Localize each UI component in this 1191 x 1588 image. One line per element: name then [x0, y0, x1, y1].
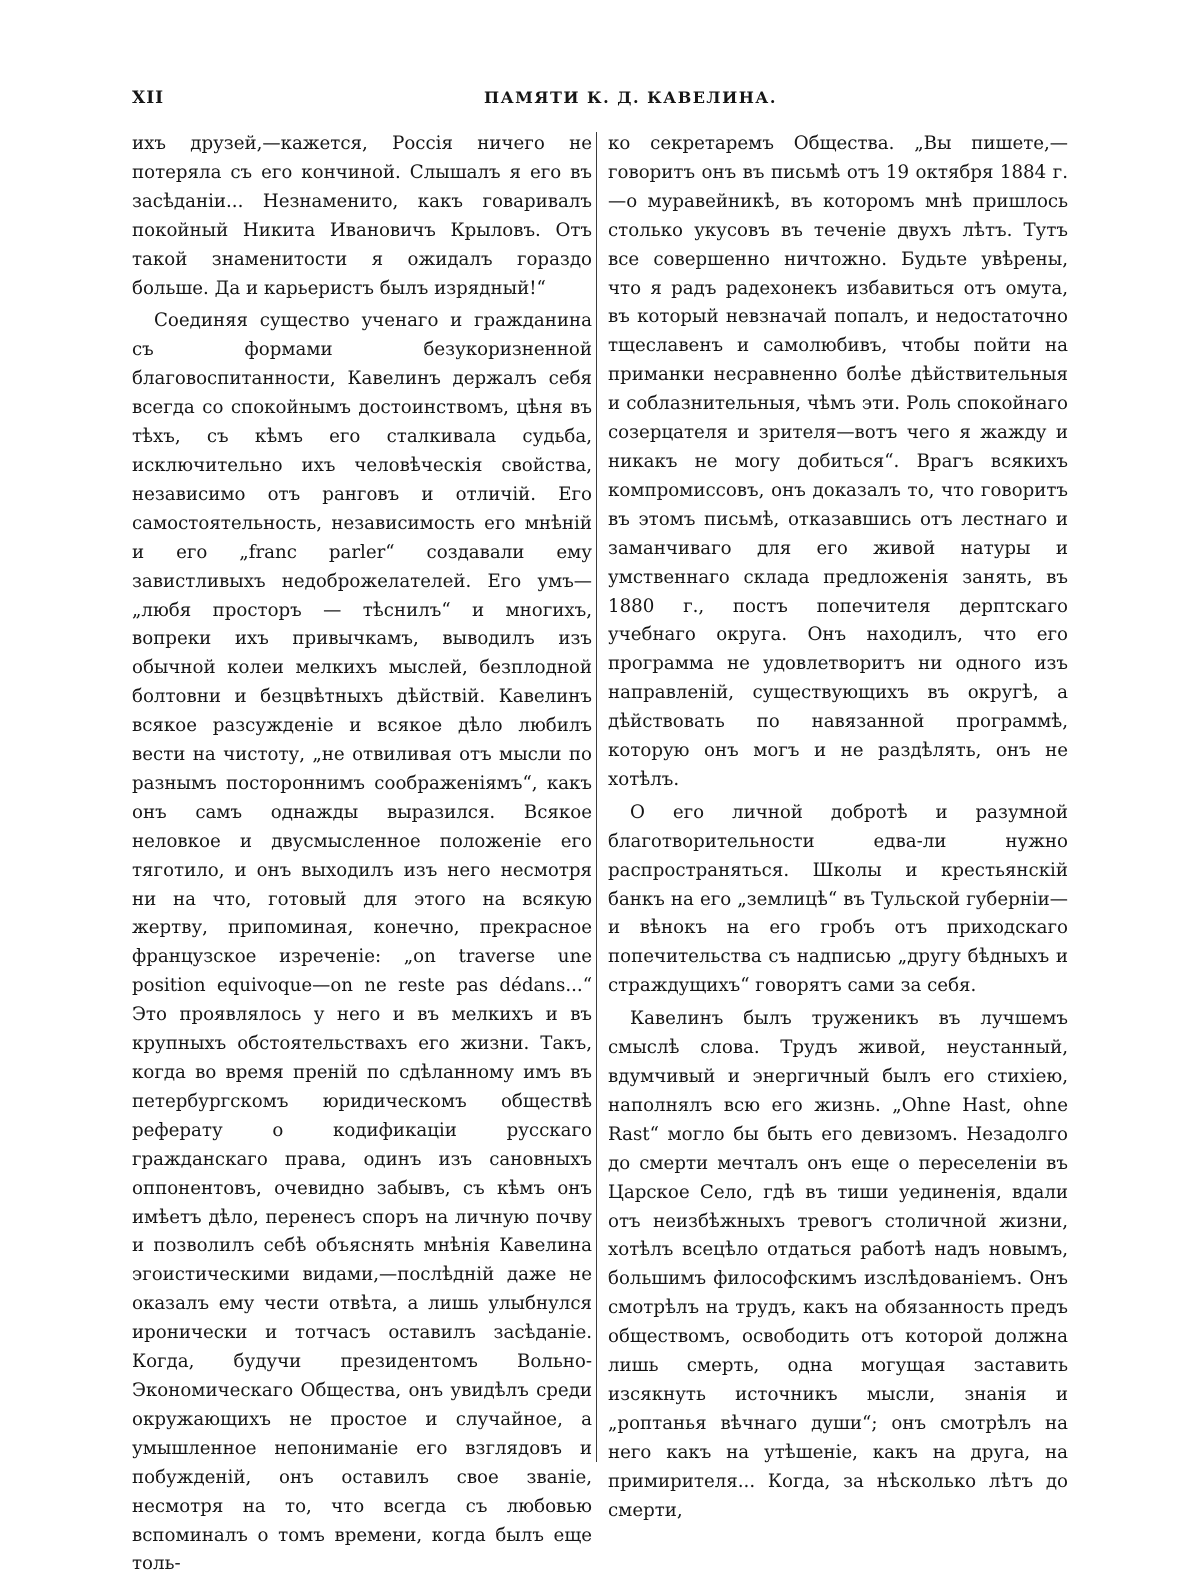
running-head	[132, 88, 1064, 114]
right-column	[608, 130, 1068, 1521]
left-column	[132, 130, 592, 1575]
page-number: XII	[132, 88, 165, 108]
paragraph: Кавелинъ былъ труженикъ въ лучшемъ смыслѣ слова. Трудъ живой, неустанный, вдумчивый и энергичный былъ его стихіею, наполнялъ всю его жизнь. „Ohne Hast, ohne Rast“ могло бы быть его девизомъ. Незадолго до смерти мечталъ онъ еще о переселеніи въ Царское Село, гдѣ въ тиши уединенія, вдали отъ неизбѣжныхъ тревогъ столичной жизни, хотѣлъ всецѣло отдаться работѣ надъ новымъ, большимъ философскимъ изслѣдованіемъ. Онъ смотрѣлъ на трудъ, какъ на обязанность предъ обществомъ, освободить отъ которой должна лишь смерть, одна могущая заставить изсякнуть источникъ мысли, знанія и „роптанья вѣчнаго души“; онъ смотрѣлъ на него какъ на утѣшеніе, какъ на друга, на примирителя... Когда, за нѣсколько лѣтъ до смерти,	[608, 1008, 1068, 1521]
paragraph: О его личной добротѣ и разумной благотворительности едва-ли нужно распространяться. Школы и крестьянскій банкъ на его „землицѣ“ въ Тульской губерніи—и вѣнокъ на его гробъ отъ приходскаго попечительства съ надписью „другу бѣдныхъ и страждущихъ“ говорятъ сами за себя.	[608, 801, 1068, 997]
paragraph: ихъ друзей,—кажется, Россія ничего не потеряла съ его кончиной. Слышалъ я его въ засѣданіи... Незнаменито, какъ говаривалъ покойный Никита Ивановичъ Крыловъ. Отъ такой знаменитости я ожидалъ гораздо больше. Да и карьеристъ былъ изрядный!“	[132, 133, 592, 299]
paragraph: Соединяя существо ученаго и гражданина съ формами безукоризненной благовоспитанности, Кавелинъ держалъ себя всегда со спокойнымъ достоинствомъ, цѣня въ тѣхъ, съ кѣмъ его сталкивала судьба, исключительно ихъ человѣческія свойства, независимо отъ ранговъ и отличій. Его самостоятельность, независимость его мнѣній и его „franc parler“ создавали ему завистливыхъ недоброжелателей. Его умъ—„любя просторъ — тѣснилъ“ и многихъ, вопреки ихъ привычкамъ, выводилъ изъ обычной колеи мелкихъ мыслей, безплодной болтовни и безцвѣтныхъ дѣйствій. Кавелинъ всякое разсужденіе и всякое дѣло любилъ вести на чистоту, „не отвиливая отъ мысли по разнымъ постороннимъ соображеніямъ“, какъ онъ самъ однажды выразился. Всякое неловкое и двусмысленное положеніе его тяготило, и онъ выходилъ изъ него несмотря ни на что, готовый для этого на всякую жертву, припоминая, конечно, прекрасное французское изреченіе: „on traverse une position equivoque—on ne reste pas dédans...“ Это проявлялось у него и въ мелкихъ и въ крупныхъ обстоятельствахъ его жизни. Такъ, когда во время преній по сдѣланному имъ въ петербургскомъ юридическомъ обществѣ реферату о кодификаціи русскаго гражданскаго права, одинъ изъ сановныхъ оппонентовъ, очевидно забывъ, съ кѣмъ онъ имѣетъ дѣло, перенесъ споръ на личную почву и позволилъ себѣ объяснять мнѣнія Кавелина эгоистическими видами,—послѣдній даже не оказалъ ему чести отвѣта, а лишь улыбнулся иронически и тотчасъ оставилъ засѣданіе. Когда, будучи президентомъ Вольно-Экономическаго Общества, онъ увидѣлъ среди окружающихъ не простое и случайное, а умышленное непониманіе его взглядовъ и побужденій, онъ оставилъ свое званіе, несмотря на то, что всегда съ любовью вспоминалъ о томъ времени, когда былъ еще толь-	[132, 310, 592, 1575]
paragraph: ко секретаремъ Общества. „Вы пишете,—говоритъ онъ въ письмѣ отъ 19 октября 1884 г.—о муравейникѣ, въ которомъ мнѣ пришлось столько укусовъ въ теченіе двухъ лѣтъ. Тутъ все совершенно ничтожно. Будьте увѣрены, что я радъ радехонекъ избавиться отъ омута, въ который невзначай попалъ, и недостаточно тщеславенъ и самолюбивъ, чтобы пойти на приманки несравненно болѣе дѣйствительныя и соблазнительныя, чѣмъ эти. Роль спокойнаго созерцателя и зрителя—вотъ чего я жажду и никакъ не могу добиться“. Врагъ всякихъ компромиссовъ, онъ доказалъ то, что говоритъ въ этомъ письмѣ, отказавшись отъ лестнаго и заманчиваго для его живой натуры и умственнаго склада предложенія занять, въ 1880 г., постъ попечителя дерптскаго учебнаго округа. Онъ находилъ, что его программа не удовлетворитъ ни одного изъ направленій, существующихъ въ округѣ, а дѣйствовать по навязанной программѣ, которую онъ могъ и не раздѣлять, онъ не хотѣлъ.	[608, 133, 1068, 790]
running-title: ПАМЯТИ К. Д. КАВЕЛИНА.	[484, 88, 777, 107]
column-divider	[596, 132, 597, 1462]
